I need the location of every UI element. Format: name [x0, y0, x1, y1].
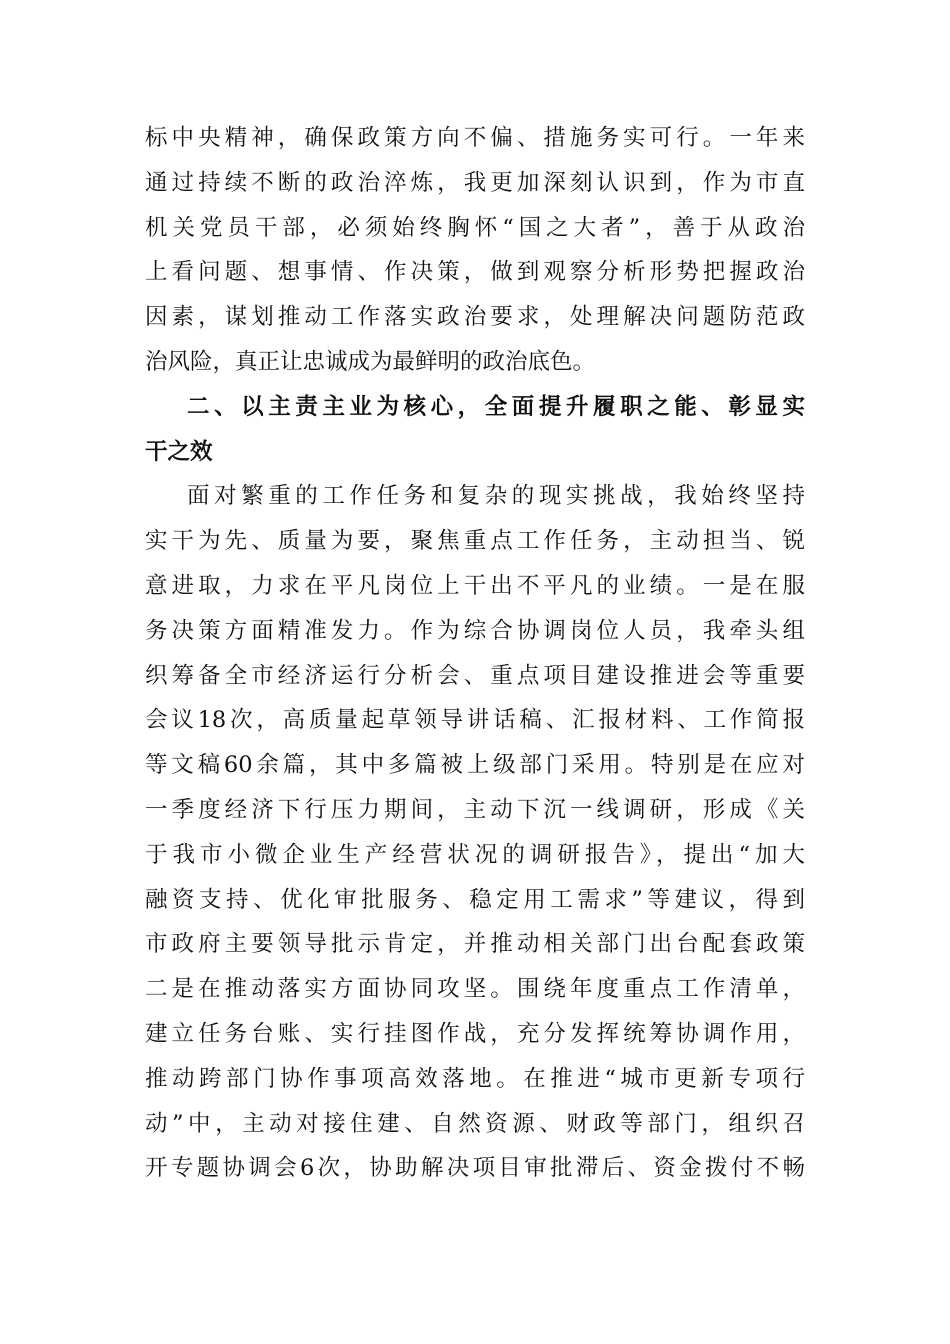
paragraph-line: 开专题协调会6次，协助解决项目审批滞后、资金拨付不畅 — [145, 1155, 805, 1182]
paragraph-line: 务决策方面精准发力。作为综合协调岗位人员，我牵头组 — [145, 617, 805, 644]
paragraph-line: 意进取，力求在平凡岗位上干出不平凡的业绩。一是在服 — [145, 573, 805, 599]
paragraph-line: 会议18次，高质量起草领导讲话稿、汇报材料、工作简报 — [145, 707, 805, 734]
paragraph-line: 通过持续不断的政治淬炼，我更加深刻认识到，作为市直 — [145, 169, 805, 196]
paragraph-line: 实干为先、质量为要，聚焦重点工作任务，主动担当、锐 — [145, 528, 805, 555]
paragraph-line: 于我市小微企业生产经营状况的调研报告》，提出“加大 — [145, 841, 805, 868]
paragraph-line: 面对繁重的工作任务和复杂的现实挑战，我始终坚持 — [187, 483, 805, 510]
paragraph-line: 等文稿60余篇，其中多篇被上级部门采用。特别是在应对 — [145, 752, 805, 779]
paragraph-line: 推动跨部门协作事项高效落地。在推进“城市更新专项行 — [145, 1065, 805, 1092]
paragraph-line: 一季度经济下行压力期间，主动下沉一线调研，形成《关 — [145, 797, 805, 823]
paragraph-line: 动”中，主动对接住建、自然资源、财政等部门，组织召 — [145, 1110, 805, 1137]
paragraph-line: 机关党员干部，必须始终胸怀“国之大者”，善于从政治 — [145, 214, 805, 241]
paragraph-line: 织筹备全市经济运行分析会、重点项目建设推进会等重要 — [145, 662, 805, 689]
paragraph-line: 二是在推动落实方面协同攻坚。围绕年度重点工作清单， — [145, 976, 805, 1003]
section-heading-line: 二、以主责主业为核心，全面提升履职之能、彰显实 — [187, 393, 805, 420]
paragraph-line: 融资支持、优化审批服务、稳定用工需求”等建议，得到 — [145, 886, 805, 913]
paragraph-line: 标中央精神，确保政策方向不偏、措施务实可行。一年来 — [145, 125, 805, 151]
paragraph-line: 建立任务台账、实行挂图作战，充分发挥统筹协调作用， — [145, 1021, 805, 1047]
paragraph-line: 因素，谋划推动工作落实政治要求，处理解决问题防范政 — [145, 304, 805, 331]
paragraph-line: 治风险，真正让忠诚成为最鲜明的政治底色。 — [145, 349, 596, 375]
paragraph-line: 上看问题、想事情、作决策，做到观察分析形势把握政治 — [145, 259, 805, 286]
paragraph-line: 市政府主要领导批示肯定，并推动相关部门出台配套政策 — [145, 931, 805, 958]
section-heading-line: 干之效 — [145, 438, 213, 465]
